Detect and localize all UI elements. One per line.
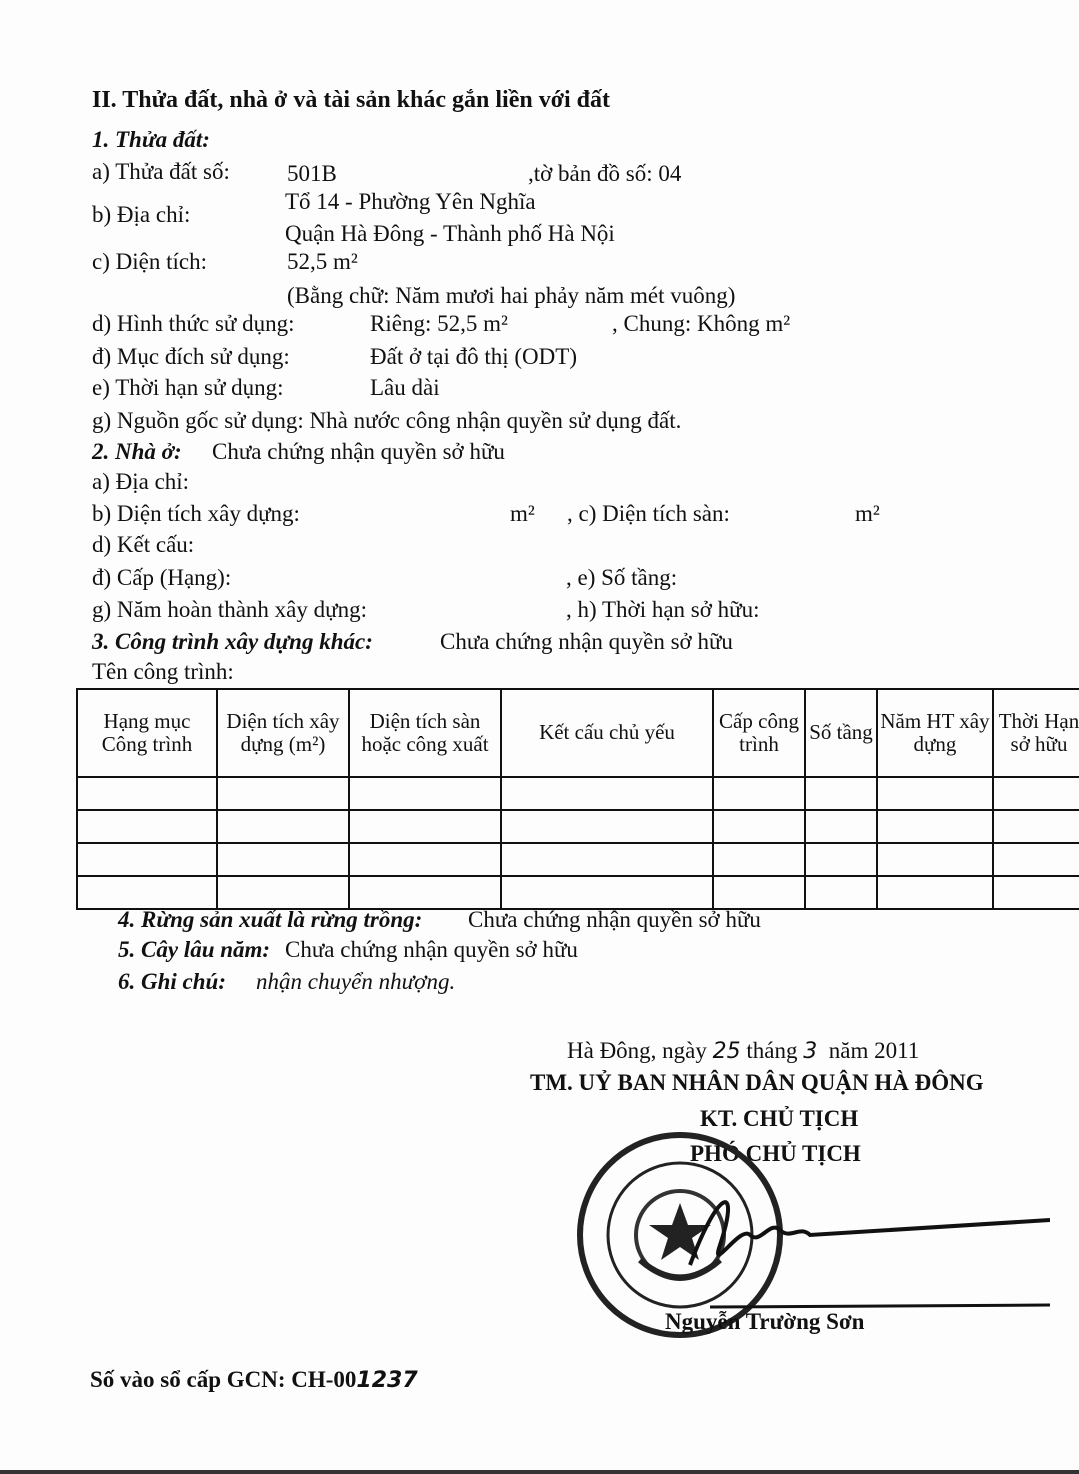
issuing-org: TM. UỶ BAN NHÂN DÂN QUẬN HÀ ĐÔNG [530, 1070, 984, 1095]
col-header: Số tầng [805, 689, 877, 777]
purpose-label: đ) Mục đích sử dụng: [92, 344, 290, 369]
house-floor-area-unit: m² [855, 501, 880, 526]
date-month: 3 [803, 1039, 818, 1064]
use-form-shared: , Chung: Không m² [612, 311, 791, 336]
house-year: g) Năm hoàn thành xây dựng: [92, 597, 367, 622]
col-header: Diện tích sàn hoặc công xuất [349, 689, 501, 777]
signer-name: Nguyễn Trường Sơn [665, 1309, 865, 1334]
address-label: b) Địa chỉ: [92, 202, 191, 227]
signing-date [567, 1039, 919, 1063]
month-label: tháng [746, 1038, 798, 1063]
house-grade: đ) Cấp (Hạng): [92, 565, 232, 590]
house-structure: d) Kết cấu: [92, 532, 195, 557]
col-header: Diện tích xây dựng (m²) [217, 689, 349, 777]
col-header: Kết cấu chủ yếu [501, 689, 713, 777]
house-floor-area: , c) Diện tích sàn: [567, 501, 730, 526]
notes-heading: 6. Ghi chú: [118, 969, 226, 994]
year-label: năm 2011 [828, 1038, 920, 1063]
handwritten-signature-icon [690, 1202, 1050, 1307]
area-words: (Bằng chữ: Năm mươi hai phảy năm mét vuông) [287, 283, 736, 308]
other-works-table [76, 688, 1079, 910]
col-header: Thời Hạn sở hữu [993, 689, 1079, 777]
date-day: 25 [712, 1039, 741, 1064]
other-works-heading: 3. Công trình xây dựng khác: [92, 629, 373, 654]
plot-value: 501B [287, 161, 337, 186]
term-value: Lâu dài [370, 375, 440, 400]
col-header: Cấp công trình [713, 689, 805, 777]
forest-status: Chưa chứng nhận quyền sở hữu [468, 907, 761, 932]
forest-heading: 4. Rừng sản xuất là rừng trồng: [118, 907, 423, 932]
term-label: e) Thời hạn sử dụng: [92, 375, 284, 400]
table-row [77, 876, 1079, 909]
col-header: Năm HT xây dựng [877, 689, 993, 777]
house-status: Chưa chứng nhận quyền sở hữu [212, 439, 505, 464]
section-title: II. Thửa đất, nhà ở và tài sản khác gắn liền với đất [92, 87, 611, 113]
use-form-label: d) Hình thức sử dụng: [92, 311, 295, 336]
map-sheet: ,tờ bản đồ số: 04 [528, 161, 682, 186]
house-ownership-term: , h) Thời hạn sở hữu: [566, 597, 760, 622]
house-build-area-unit: m² [510, 501, 535, 526]
col-header: Hạng mục Công trình [77, 689, 217, 777]
registry-label: Số vào sổ cấp GCN: CH-00 [90, 1367, 357, 1392]
plot-label: a) Thửa đất số: [92, 159, 230, 184]
purpose-value: Đất ở tại đô thị (ODT) [370, 344, 577, 369]
use-form-private: Riêng: 52,5 m² [370, 311, 508, 336]
perennial-status: Chưa chứng nhận quyền sở hữu [285, 937, 578, 962]
land-heading: 1. Thửa đất: [92, 127, 210, 152]
area-value: 52,5 m² [287, 249, 358, 274]
registry-handwritten-number: 1237 [356, 1368, 418, 1393]
other-works-status: Chưa chứng nhận quyền sở hữu [440, 629, 733, 654]
signer-title1: KT. CHỦ TỊCH [700, 1106, 859, 1131]
table-row [77, 810, 1079, 843]
house-floors: , e) Số tầng: [566, 565, 678, 590]
table-row [77, 843, 1079, 876]
house-build-area: b) Diện tích xây dựng: [92, 501, 300, 526]
house-address: a) Địa chỉ: [92, 469, 190, 494]
address-line1: Tổ 14 - Phường Yên Nghĩa [285, 189, 536, 214]
table-header-row [77, 689, 1079, 777]
table-row [77, 777, 1079, 810]
perennial-heading: 5. Cây lâu năm: [118, 937, 271, 962]
date-prefix: Hà Đông, ngày [567, 1038, 707, 1063]
house-heading: 2. Nhà ở: [92, 439, 182, 464]
address-line2: Quận Hà Đông - Thành phố Hà Nội [285, 221, 615, 246]
registry-number [90, 1368, 418, 1392]
area-label: c) Diện tích: [92, 249, 207, 274]
notes-text: nhận chuyển nhượng. [256, 969, 456, 994]
origin: g) Nguồn gốc sử dụng: Nhà nước công nhận quyền sử dụng đất. [92, 408, 682, 433]
signer-title2: PHÓ CHỦ TỊCH [690, 1141, 861, 1166]
scan-edge [0, 1470, 1079, 1474]
work-name-label: Tên công trình: [92, 659, 234, 684]
